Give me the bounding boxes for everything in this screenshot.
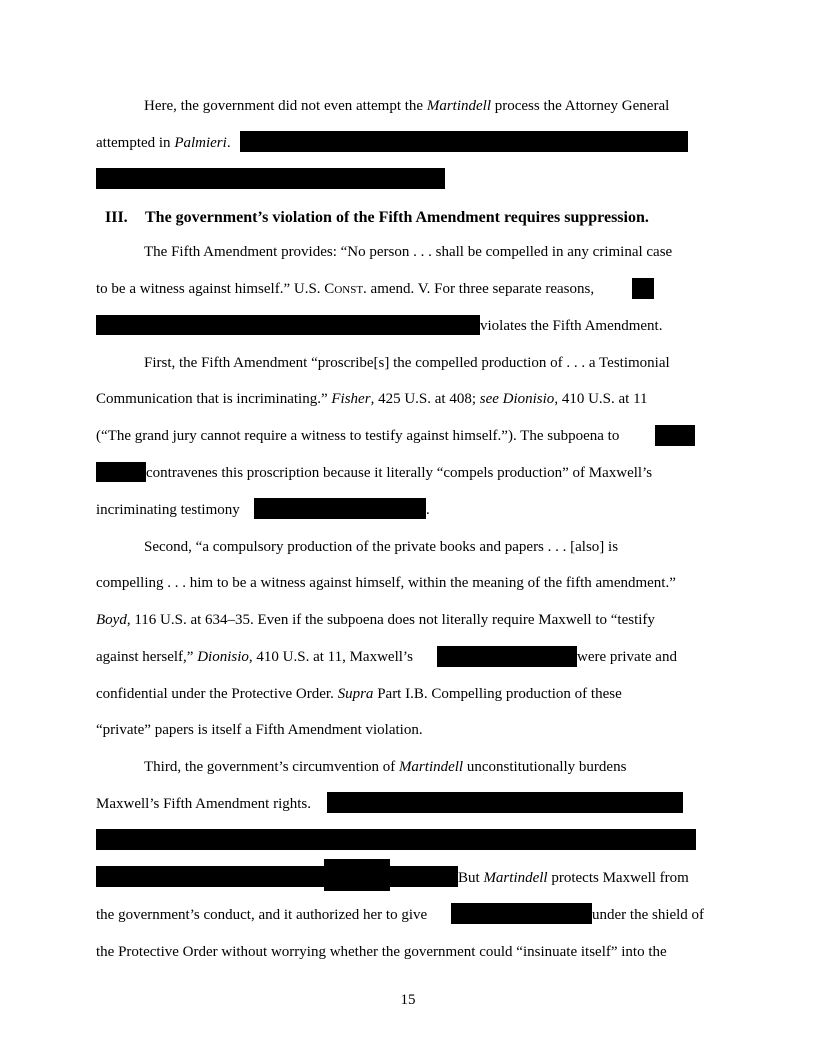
redaction-box	[96, 168, 445, 189]
body-text-line	[96, 684, 622, 704]
text-run: Communication that is incriminating.”	[96, 391, 332, 407]
redaction-box	[240, 131, 688, 152]
text-run: . amend. V. For three separate reasons,	[363, 281, 595, 297]
signal-word: Supra	[337, 686, 374, 702]
text-run: Third, the government’s circumvention of	[144, 759, 399, 775]
body-text-line: were private and	[577, 649, 677, 665]
text-run: attempted in	[96, 135, 175, 151]
text-run: against herself,”	[96, 649, 198, 665]
body-text-line: “private” papers is itself a Fifth Amendment violation.	[96, 722, 423, 738]
redaction-box	[327, 792, 683, 813]
section-number: III.	[105, 209, 128, 226]
case-name: Palmieri	[174, 135, 227, 151]
case-name: Boyd	[96, 612, 127, 628]
text-run: , 116 U.S. at 634–35. Even if the subpoena does not literally require Maxwell to “testify	[126, 612, 655, 628]
redaction-box	[655, 425, 695, 446]
body-text-line	[96, 389, 648, 409]
redaction-box	[96, 829, 696, 850]
redaction-box	[437, 646, 577, 667]
body-text-line	[96, 133, 231, 153]
section-title: The government’s violation of the Fifth Amendment requires suppression.	[145, 209, 649, 226]
body-text-line: Second, “a compulsory production of the private books and papers . . . [also] is	[144, 539, 619, 555]
body-text-line: contravenes this proscription because it literally “compels production” of Maxwell’s	[146, 465, 653, 481]
redaction-box	[96, 315, 480, 335]
body-text-line: the government’s conduct, and it authorized her to give	[96, 907, 428, 923]
case-name: Martindell	[426, 98, 491, 114]
body-text-line	[96, 610, 655, 630]
redaction-box	[96, 462, 146, 482]
case-name: Dionisio	[197, 649, 249, 665]
body-text-line: First, the Fifth Amendment “proscribe[s] the compelled production of . . . a Testimonial	[144, 355, 670, 371]
body-text-line	[96, 279, 594, 299]
body-text-line	[458, 868, 689, 888]
body-text-line	[96, 500, 240, 520]
text-run: , 425 U.S. at 408;	[370, 391, 480, 407]
body-text-line: The Fifth Amendment provides: “No person . . . shall be compelled in any criminal case	[144, 244, 673, 260]
body-text-line: (“The grand jury cannot require a witness to testify against himself.”). The subpoena to	[96, 428, 620, 444]
body-text-line: compelling . . . him to be a witness against himself, within the meaning of the fifth amendment.”	[96, 575, 676, 591]
section-heading	[105, 207, 649, 229]
text-run: to be a witness against himself.” U.S. C	[96, 281, 335, 297]
text-run: onst	[334, 281, 364, 297]
case-name: see Dionisio	[479, 391, 555, 407]
text-run: But	[458, 870, 484, 886]
text-run: confidential under the Protective Order.	[96, 686, 338, 702]
text-run: Part I.B. Compelling production of these	[373, 686, 622, 702]
body-text-line	[96, 647, 413, 667]
body-text-line: Maxwell’s Fifth Amendment rights.	[96, 796, 311, 812]
body-text-line	[144, 96, 669, 116]
body-text-line: under the shield of	[592, 907, 705, 923]
text-run: , 410 U.S. at 11, Maxwell’s	[248, 649, 413, 665]
redaction-box	[632, 278, 654, 299]
text-run: incriminating testimony	[96, 502, 240, 518]
body-text-line	[144, 757, 626, 777]
body-text-line: the Protective Order without worrying whether the government could “insinuate itself” into the	[96, 944, 667, 960]
text-run: protects Maxwell from	[547, 870, 689, 886]
page-number: 15	[400, 992, 416, 1008]
text-run: , 410 U.S. at 11	[554, 391, 648, 407]
text-run: Here, the government did not even attempt the	[144, 98, 427, 114]
text-run: .	[226, 135, 231, 151]
redaction-box	[324, 859, 390, 891]
text-run: unconstitutionally burdens	[463, 759, 627, 775]
text-run: process the Attorney General	[491, 98, 670, 114]
case-name: Fisher	[331, 391, 371, 407]
body-text-line: .	[426, 502, 430, 518]
redaction-box	[451, 903, 592, 924]
case-name: Martindell	[398, 759, 464, 775]
body-text-line: violates the Fifth Amendment.	[480, 318, 663, 334]
case-name: Martindell	[483, 870, 548, 886]
redaction-box	[254, 498, 426, 519]
redaction-box	[96, 866, 458, 887]
